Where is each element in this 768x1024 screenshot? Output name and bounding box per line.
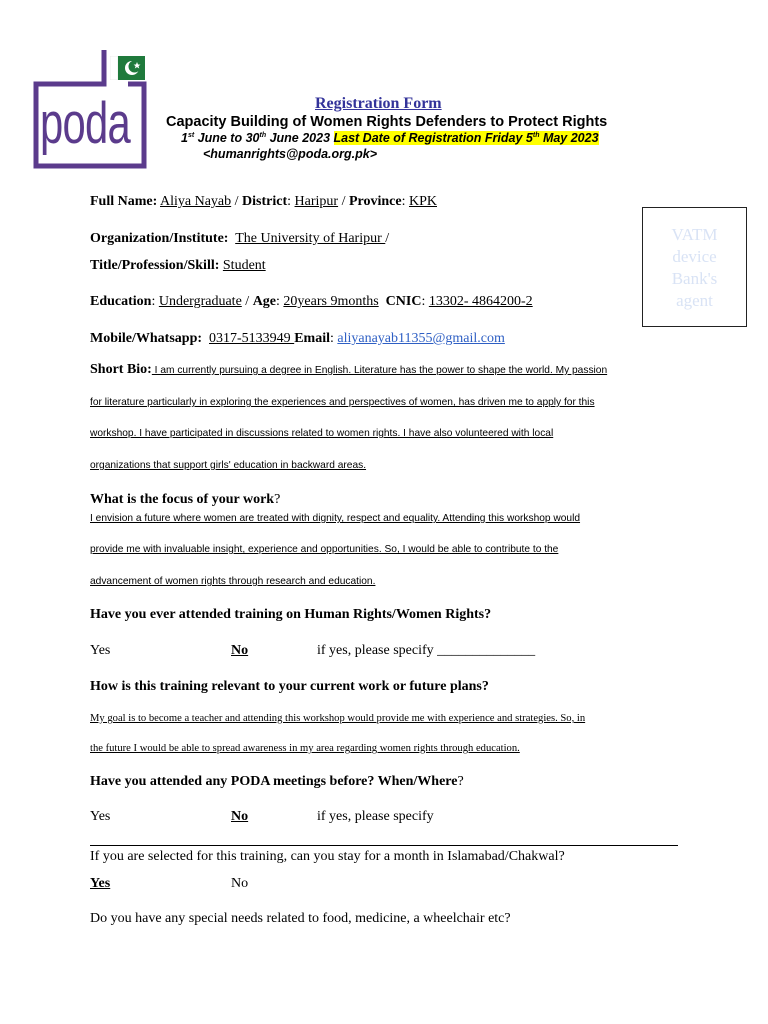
training-yes-option[interactable]: Yes bbox=[90, 643, 111, 658]
relevance-line: the future I would be able to spread awareness in my area regarding women rights through education. bbox=[90, 743, 520, 754]
stamp-line: Bank's bbox=[671, 269, 718, 288]
event-dates bbox=[181, 131, 599, 145]
full-name-value: Aliya Nayab bbox=[160, 194, 232, 209]
mobile-label: Mobile/Whatsapp: bbox=[90, 331, 203, 346]
stamp-line: VATM bbox=[671, 225, 718, 244]
mobile-row: Mobile/Whatsapp: 0317-5133949 Email: aliyanayab11355@gmail.com bbox=[90, 331, 505, 346]
photo-stamp-box bbox=[642, 207, 747, 327]
form-title: Registration Form bbox=[315, 95, 442, 112]
education-value: Undergraduate bbox=[158, 294, 242, 309]
bio-line: workshop. I have participated in discussions related to women rights. I have also volunteered with local bbox=[90, 428, 554, 439]
education-row: Education: Undergraduate / Age: 20years 9months CNIC: 13302- 4864200-2 bbox=[90, 294, 533, 309]
training-no-option[interactable]: No bbox=[231, 643, 249, 658]
bio-line: organizations that support girls' education in backward areas. bbox=[90, 460, 367, 471]
stamp-line: agent bbox=[676, 291, 713, 310]
stay-yes-option[interactable]: Yes bbox=[90, 876, 111, 891]
focus-line: advancement of women rights through research and education. bbox=[90, 576, 376, 587]
email-link[interactable]: aliyanayab11355@gmail.com bbox=[337, 331, 505, 346]
district-value: Haripur bbox=[294, 194, 339, 209]
deadline-text: Last Date of Registration Friday 5 bbox=[333, 131, 533, 145]
org-label: Organization/Institute: bbox=[90, 231, 229, 246]
bio-label: Short Bio: bbox=[90, 362, 152, 377]
stamp-line: device bbox=[672, 247, 717, 266]
title-row bbox=[90, 258, 266, 274]
province-value: KPK bbox=[408, 194, 437, 209]
focus-qmark: ? bbox=[274, 492, 281, 507]
title-label: Title/Profession/Skill: bbox=[90, 258, 220, 273]
focus-question-text: What is the focus of your work bbox=[90, 492, 275, 507]
meetings-question-text: Have you attended any PODA meetings before? When/Where bbox=[90, 774, 458, 789]
deadline-rest: May 2023 bbox=[539, 131, 599, 145]
cnic-label: CNIC bbox=[385, 294, 422, 309]
form-subtitle: Capacity Building of Women Rights Defenders to Protect Rights bbox=[166, 114, 608, 130]
training-question: Have you ever attended training on Human Rights/Women Rights? bbox=[90, 607, 492, 622]
flag-icon bbox=[110, 56, 145, 80]
poda-logo bbox=[30, 48, 150, 172]
section-divider bbox=[90, 845, 678, 846]
district-label: District bbox=[242, 194, 288, 209]
bio-row bbox=[90, 362, 607, 378]
org-value: The University of Haripur bbox=[235, 231, 386, 246]
date-middle: June to 30 bbox=[194, 131, 260, 145]
deadline-highlight bbox=[334, 131, 599, 145]
bio-line: for literature particularly in exploring the experiences and perspectives of women, has driven me to apply for this bbox=[90, 397, 595, 408]
education-label: Education bbox=[90, 294, 152, 309]
start-sup: st bbox=[187, 131, 195, 139]
meetings-yes-option[interactable]: Yes bbox=[90, 809, 111, 824]
end-sup: th bbox=[259, 131, 267, 139]
meetings-question bbox=[90, 774, 464, 790]
training-specify: if yes, please specify ______________ bbox=[317, 643, 536, 658]
age-label: Age bbox=[252, 294, 277, 309]
organization-row: Organization/Institute: The University of Haripur / bbox=[90, 231, 390, 246]
mobile-value: 0317-5133949 bbox=[209, 331, 295, 346]
deadline-sup: th bbox=[532, 131, 540, 139]
focus-question bbox=[90, 492, 280, 508]
meetings-qmark: ? bbox=[457, 774, 464, 789]
full-name-row: Full Name: Aliya Nayab / District: Haripur / Province: KPK bbox=[90, 194, 437, 209]
relevance-question: How is this training relevant to your current work or future plans? bbox=[90, 679, 489, 694]
age-value: 20years 9months bbox=[283, 294, 379, 309]
email-label: Email bbox=[294, 331, 330, 346]
focus-line: provide me with invaluable insight, experience and opportunities. So, I would be able to contribute to the bbox=[90, 544, 559, 555]
focus-line: I envision a future where women are treated with dignity, respect and equality. Attending this workshop would bbox=[90, 513, 581, 524]
contact-email: <humanrights@poda.org.pk> bbox=[203, 147, 378, 161]
stay-question: If you are selected for this training, can you stay for a month in Islamabad/Chakwal? bbox=[90, 849, 565, 864]
province-label: Province bbox=[348, 194, 402, 209]
date-end: June 2023 bbox=[266, 131, 334, 145]
cnic-value: 13302- 4864200-2 bbox=[428, 294, 533, 309]
stay-no-option[interactable]: No bbox=[231, 876, 249, 891]
meetings-specify: if yes, please specify bbox=[317, 809, 434, 824]
title-value: Student bbox=[222, 258, 266, 273]
full-name-label: Full Name: bbox=[90, 194, 158, 209]
meetings-no-option[interactable]: No bbox=[231, 809, 249, 824]
bio-line: I am currently pursuing a degree in English. Literature has the power to shape the world. My passion bbox=[151, 365, 608, 376]
relevance-line: My goal is to become a teacher and attending this workshop would provide me with experience and strategies. So, in bbox=[90, 713, 586, 724]
logo-text: poda bbox=[40, 91, 131, 156]
start-day: 1 bbox=[181, 131, 188, 145]
needs-question: Do you have any special needs related to food, medicine, a wheelchair etc? bbox=[90, 911, 511, 926]
